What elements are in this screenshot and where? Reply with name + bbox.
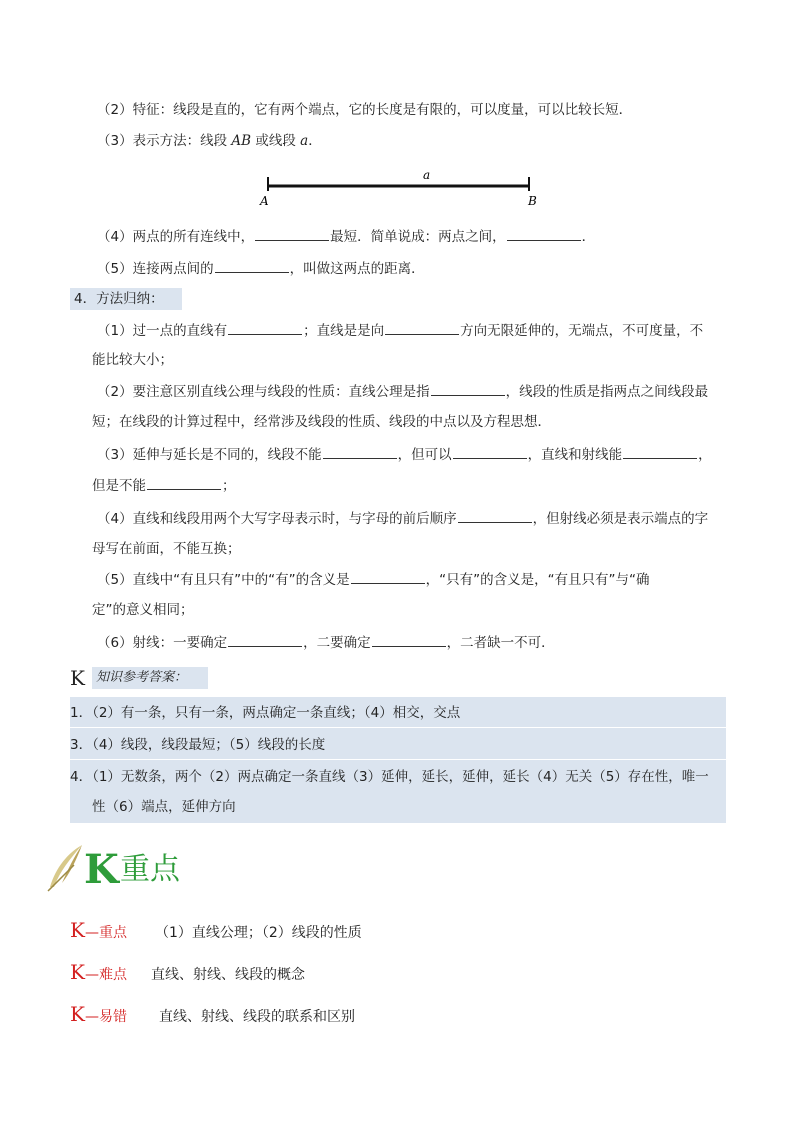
method-text: 方向无限延伸的，无端点，不可度量，不 bbox=[460, 323, 704, 339]
method1-line2: 能比较大小； bbox=[92, 352, 173, 368]
method2-line2: 短；在线段的计算过程中，经常涉及线段的性质、线段的中点以及方程思想． bbox=[92, 414, 551, 430]
method-text: （1）过一点的直线有 bbox=[97, 323, 228, 339]
item4-before: （4）两点的所有连线中， bbox=[97, 229, 255, 245]
method4-line1 bbox=[97, 508, 708, 529]
blank bbox=[431, 381, 505, 396]
method4-line2: 母写在前面，不能互换； bbox=[92, 541, 241, 557]
method3-line2 bbox=[92, 475, 236, 496]
notation-ab: AB bbox=[231, 133, 252, 149]
blank bbox=[323, 444, 397, 459]
keypoint-row-difficulty bbox=[70, 962, 305, 985]
blank bbox=[507, 226, 581, 241]
segment-notation bbox=[97, 131, 322, 151]
method-text: ； bbox=[222, 478, 236, 494]
method-text: ，直线和射线能 bbox=[527, 447, 623, 463]
segment-label-a: a bbox=[423, 168, 431, 182]
segment-figure bbox=[258, 165, 548, 215]
point-label-b: B bbox=[528, 194, 537, 208]
method6 bbox=[97, 632, 555, 653]
answer-row: 3．（4）线段，线段最短；（5）线段的长度 bbox=[70, 737, 326, 753]
method-text: ，“只有”的含义是，“有且只有”与“确 bbox=[425, 572, 650, 588]
item4-after: ． bbox=[581, 229, 596, 245]
answer-divider bbox=[70, 759, 726, 760]
notation-mid: 或线段 bbox=[251, 133, 301, 149]
segment-figure-svg bbox=[258, 165, 548, 215]
blank bbox=[385, 320, 459, 335]
method-text: ，但可以 bbox=[397, 447, 452, 463]
method-text: ，二者缺一不可． bbox=[446, 635, 555, 651]
notation-a: a bbox=[300, 133, 309, 149]
blank bbox=[215, 258, 289, 273]
method-text: ，但射线必须是表示端点的字 bbox=[532, 511, 709, 527]
section4-title: 4．方法归纳： bbox=[70, 288, 182, 310]
keypoint-label: —易错 bbox=[84, 1009, 127, 1025]
notation-prefix: （3）表示方法：线段 bbox=[97, 133, 232, 149]
k-icon: K bbox=[70, 918, 85, 942]
method5-line1 bbox=[97, 569, 650, 590]
blank bbox=[372, 632, 446, 647]
keypoint-text: （1）直线公理；（2）线段的性质 bbox=[154, 925, 362, 941]
method5-line2: 定”的意义相同； bbox=[92, 602, 194, 618]
answer-row: 1．（2）有一条，只有一条，两点确定一条直线；（4）相交，交点 bbox=[70, 705, 461, 721]
blank bbox=[147, 475, 221, 490]
answer-divider bbox=[70, 727, 726, 728]
k-icon: K bbox=[70, 1002, 85, 1026]
answers-box bbox=[70, 697, 726, 823]
method1-line1 bbox=[97, 320, 703, 341]
blank bbox=[228, 632, 302, 647]
keypoints-title: 重点 bbox=[120, 852, 180, 887]
answer-row: 4．（1）无数条，两个（2）两点确定一条直线（3）延伸，延长，延伸，延长（4）无关（5）存在性，唯一 bbox=[70, 769, 709, 785]
item5-before: （5）连接两点间的 bbox=[97, 261, 214, 277]
answer-row: 性（6）端点，延伸方向 bbox=[92, 799, 236, 815]
item4 bbox=[97, 226, 595, 247]
point-label-a: A bbox=[260, 194, 269, 208]
blank bbox=[458, 508, 532, 523]
method-text: ，二要确定 bbox=[303, 635, 371, 651]
k-icon: K bbox=[70, 960, 85, 984]
segment-features: （2）特征：线段是直的，它有两个端点，它的长度是有限的，可以度量，可以比较长短． bbox=[97, 102, 633, 118]
blank bbox=[623, 444, 697, 459]
answers-title: 知识参考答案： bbox=[92, 667, 208, 689]
method-text: （2）要注意区别直线公理与线段的性质：直线公理是指 bbox=[97, 384, 430, 400]
method-text: ；直线是是向 bbox=[303, 323, 385, 339]
blank bbox=[453, 444, 527, 459]
method-text: （5）直线中“有且只有”中的“有”的含义是 bbox=[97, 572, 350, 588]
keypoint-row-focus bbox=[70, 920, 362, 943]
item5-after: ，叫做这两点的距离． bbox=[289, 261, 425, 277]
method2-line1 bbox=[97, 381, 708, 402]
keypoint-label: —难点 bbox=[84, 967, 127, 983]
method-text: 但是不能 bbox=[92, 478, 146, 494]
k-logo-icon: K bbox=[70, 666, 85, 690]
keypoint-label: —重点 bbox=[84, 925, 127, 941]
notation-suffix: ． bbox=[308, 133, 322, 149]
item4-middle: 最短．简单说成：两点之间， bbox=[330, 229, 506, 245]
keypoints-k-letter: K bbox=[84, 846, 119, 893]
method-text: （6）射线：一要确定 bbox=[97, 635, 228, 651]
keypoint-text: 直线、射线、线段的联系和区别 bbox=[158, 1009, 355, 1025]
method-text: （3）延伸与延长是不同的，线段不能 bbox=[97, 447, 322, 463]
method-text: （4）直线和线段用两个大写字母表示时，与字母的前后顺序 bbox=[97, 511, 457, 527]
blank bbox=[351, 569, 425, 584]
blank bbox=[228, 320, 302, 335]
keypoint-row-mistake bbox=[70, 1004, 355, 1027]
method-text: ， bbox=[698, 447, 712, 463]
blank bbox=[255, 226, 329, 241]
keypoint-text: 直线、射线、线段的概念 bbox=[150, 967, 305, 983]
method3-line1 bbox=[97, 444, 712, 465]
method-text: ，线段的性质是指两点之间线段最 bbox=[505, 384, 709, 400]
item5 bbox=[97, 258, 425, 279]
